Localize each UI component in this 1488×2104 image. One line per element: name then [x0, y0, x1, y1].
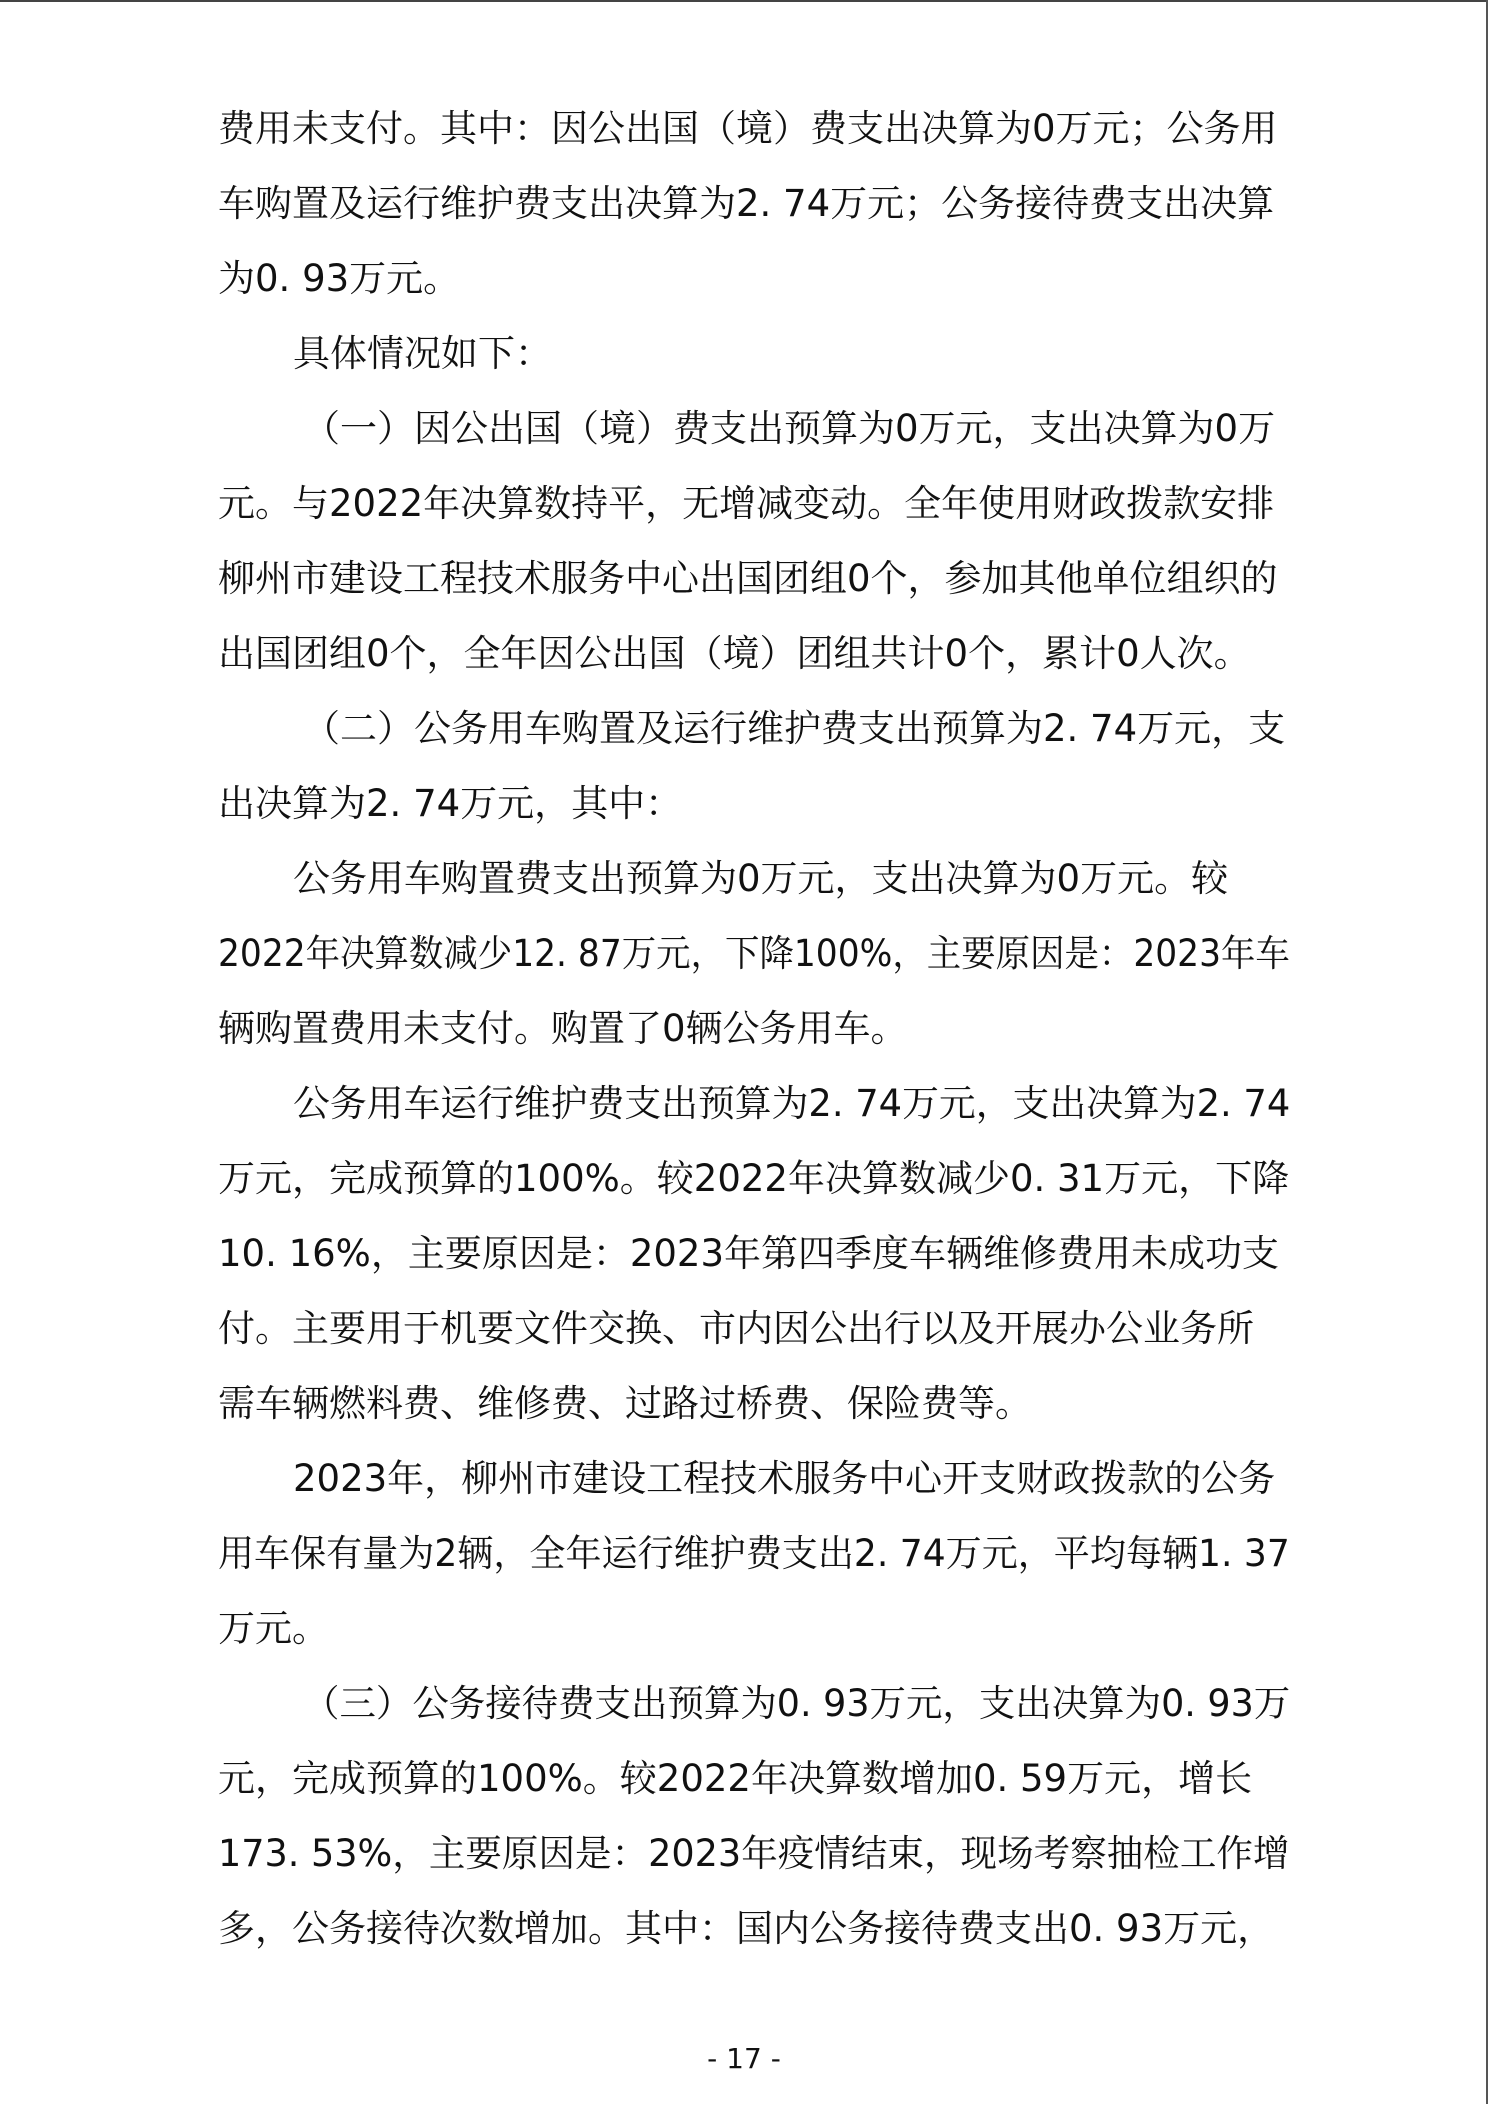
text-line: 万元。: [218, 1607, 329, 1650]
text-line: 出决算为2. 74万元，其中：: [218, 782, 683, 825]
text-line: 公务用车运行维护费支出预算为2. 74万元，支出决算为2. 74: [293, 1082, 1291, 1125]
text-line: 2022年决算数减少12. 87万元，下降100%，主要原因是：2023年车: [218, 932, 1290, 975]
text-line: 用车保有量为2辆，全年运行维护费支出2. 74万元，平均每辆1. 37: [218, 1532, 1290, 1575]
text-line: （一）因公出国（境）费支出预算为0万元，支出决算为0万: [303, 407, 1276, 450]
text-line: 出国团组0个，全年因公出国（境）团组共计0个，累计0人次。: [218, 632, 1251, 675]
text-line: 万元，完成预算的100%。较2022年决算数减少0. 31万元，下降: [218, 1157, 1290, 1200]
text-line: （二）公务用车购置及运行维护费支出预算为2. 74万元，支: [303, 707, 1286, 750]
text-line: （三）公务接待费支出预算为0. 93万元，支出决算为0. 93万: [303, 1682, 1291, 1725]
text-line: 元，完成预算的100%。较2022年决算数增加0. 59万元，增长: [218, 1757, 1253, 1800]
text-line: 173. 53%，主要原因是：2023年疫情结束，现场考察抽检工作增: [218, 1832, 1290, 1875]
text-line: 付。主要用于机要文件交换、市内因公出行以及开展办公业务所: [218, 1307, 1254, 1350]
text-line: 元。与2022年决算数持平，无增减变动。全年使用财政拨款安排: [218, 482, 1275, 525]
text-line: 2023年，柳州市建设工程技术服务中心开支财政拨款的公务: [293, 1457, 1276, 1500]
text-line: 辆购置费用未支付。购置了0辆公务用车。: [218, 1007, 908, 1050]
text-line: 公务用车购置费支出预算为0万元，支出决算为0万元。较: [293, 857, 1229, 900]
text-line: 车购置及运行维护费支出决算为2. 74万元；公务接待费支出决算: [218, 182, 1275, 225]
text-line: 具体情况如下：: [293, 332, 552, 375]
top-border: [0, 0, 1488, 2]
page-number: - 17 -: [707, 2042, 781, 2075]
text-line: 多，公务接待次数增加。其中：国内公务接待费支出0. 93万元，: [218, 1907, 1275, 1950]
text-line: 为0. 93万元。: [218, 257, 461, 300]
text-line: 费用未支付。其中：因公出国（境）费支出决算为0万元；公务用: [218, 107, 1278, 150]
text-line: 10. 16%，主要原因是：2023年第四季度车辆维修费用未成功支: [218, 1232, 1280, 1275]
text-line: 柳州市建设工程技术服务中心出国团组0个，参加其他单位组织的: [218, 557, 1278, 600]
text-line: 需车辆燃料费、维修费、过路过桥费、保险费等。: [218, 1382, 1032, 1425]
